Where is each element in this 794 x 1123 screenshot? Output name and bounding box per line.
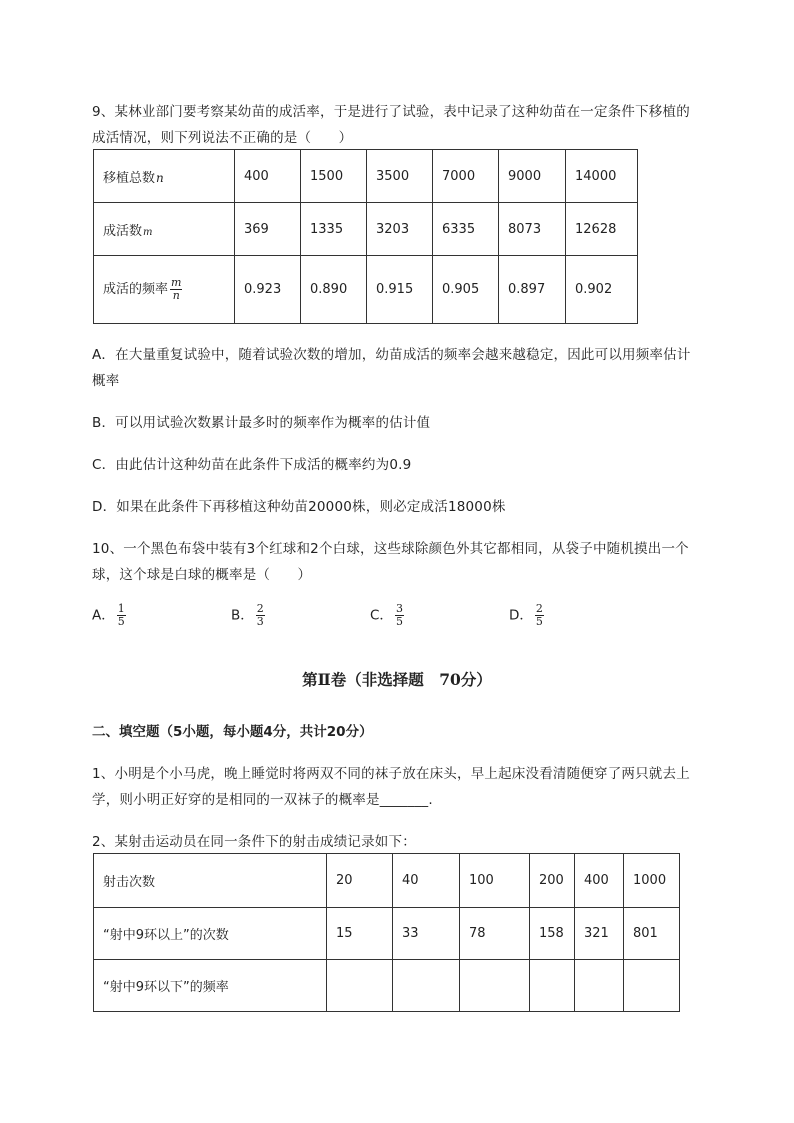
q10-text-line1: 10、一个黑色布袋中装有3个红球和2个白球，这些球除颜色外其它都相同，从袋子中随机摸出一个: [92, 541, 689, 557]
table-cell: 0.897: [499, 256, 566, 324]
table-cell: 0.915: [367, 256, 433, 324]
table-cell: 15: [327, 908, 393, 960]
table-cell: 1500: [301, 150, 367, 203]
table-row: [94, 256, 638, 324]
table-cell: 369: [235, 203, 301, 256]
blank-answer-cell[interactable]: [393, 960, 460, 1012]
q9-option-a-line1: A．在大量重复试验中，随着试验次数的增加，幼苗成活的频率会越来越稳定，因此可以用频率估计: [92, 347, 691, 363]
f2-text-line1: 2、某射击运动员在同一条件下的射击成绩记录如下：: [92, 834, 416, 850]
table-cell: 801: [624, 908, 680, 960]
table-cell: 0.905: [433, 256, 499, 324]
q9-option-c: C．由此估计这种幼苗在此条件下成活的概率约为0.9: [92, 457, 412, 473]
q10-option-a: A． $\frac{1}{5}$: [92, 602, 125, 628]
q9-text-line2: 成活情况，则下列说法不正确的是（ ）: [92, 130, 353, 146]
table-cell: 3500: [367, 150, 433, 203]
table-cell: 33: [393, 908, 460, 960]
table-cell: 321: [575, 908, 624, 960]
table-header-cell: 移植总数n: [94, 150, 235, 203]
table-row: [94, 203, 638, 256]
q9-table: [93, 149, 638, 324]
table-cell: 0.923: [235, 256, 301, 324]
section-title: 第Ⅱ卷（非选择题 70分）: [302, 670, 492, 689]
table-cell: 40: [393, 854, 460, 908]
q9-option-a-line2: 概率: [92, 373, 120, 389]
table-cell: 6335: [433, 203, 499, 256]
table-row: [94, 150, 638, 203]
q10-option-c: C． $\frac{3}{5}$: [370, 602, 403, 628]
table-row: [94, 960, 680, 1012]
blank-answer-cell[interactable]: [460, 960, 530, 1012]
table-header-cell: “射中9环以下”的频率: [94, 960, 327, 1012]
table-cell: 1000: [624, 854, 680, 908]
table-row: [94, 908, 680, 960]
table-cell: 14000: [566, 150, 638, 203]
q10-option-b: B． $\frac{2}{3}$: [231, 602, 264, 628]
table-row: [94, 854, 680, 908]
table-cell: 200: [530, 854, 575, 908]
table-cell: 100: [460, 854, 530, 908]
table-cell: 78: [460, 908, 530, 960]
table-cell: 1335: [301, 203, 367, 256]
table-cell: 9000: [499, 150, 566, 203]
q9-option-d: D．如果在此条件下再移植这种幼苗20000株，则必定成活18000株: [92, 499, 506, 515]
q10-text-line2: 球，这个球是白球的概率是（ ）: [92, 567, 312, 583]
table-header-cell: 成活的频率 $\frac{m}{n}$: [94, 256, 235, 324]
f2-table: [93, 853, 680, 1012]
table-cell: 12628: [566, 203, 638, 256]
table-cell: 0.890: [301, 256, 367, 324]
section-subtitle: 二、填空题（5小题，每小题4分，共计20分）: [92, 724, 373, 740]
fraction-m-over-n: $\frac{m}{n}$: [171, 276, 182, 302]
table-cell: 400: [575, 854, 624, 908]
table-cell: 158: [530, 908, 575, 960]
f1-text-line1: 1、小明是个小马虎，晚上睡觉时将两双不同的袜子放在床头，早上起床没看清随便穿了两只就去上: [92, 766, 690, 782]
q9-text-line1: 9、某林业部门要考察某幼苗的成活率，于是进行了试验，表中记录了这种幼苗在一定条件下移植的: [92, 104, 690, 120]
blank-answer-cell[interactable]: [327, 960, 393, 1012]
table-cell: 3203: [367, 203, 433, 256]
q9-option-b: B．可以用试验次数累计最多时的频率作为概率的估计值: [92, 415, 431, 431]
table-cell: 400: [235, 150, 301, 203]
table-cell: 8073: [499, 203, 566, 256]
table-header-cell: “射中9环以上”的次数: [94, 908, 327, 960]
table-header-cell: 射击次数: [94, 854, 327, 908]
blank-answer-cell[interactable]: [530, 960, 575, 1012]
q10-option-d: D． $\frac{2}{5}$: [509, 602, 543, 628]
table-cell: 20: [327, 854, 393, 908]
blank-answer-cell[interactable]: [624, 960, 680, 1012]
table-cell: 0.902: [566, 256, 638, 324]
table-header-cell: 成活数m: [94, 203, 235, 256]
blank-answer-cell[interactable]: [575, 960, 624, 1012]
f1-text-line2: 学，则小明正好穿的是相同的一双袜子的概率是_______.: [92, 792, 433, 808]
table-cell: 7000: [433, 150, 499, 203]
